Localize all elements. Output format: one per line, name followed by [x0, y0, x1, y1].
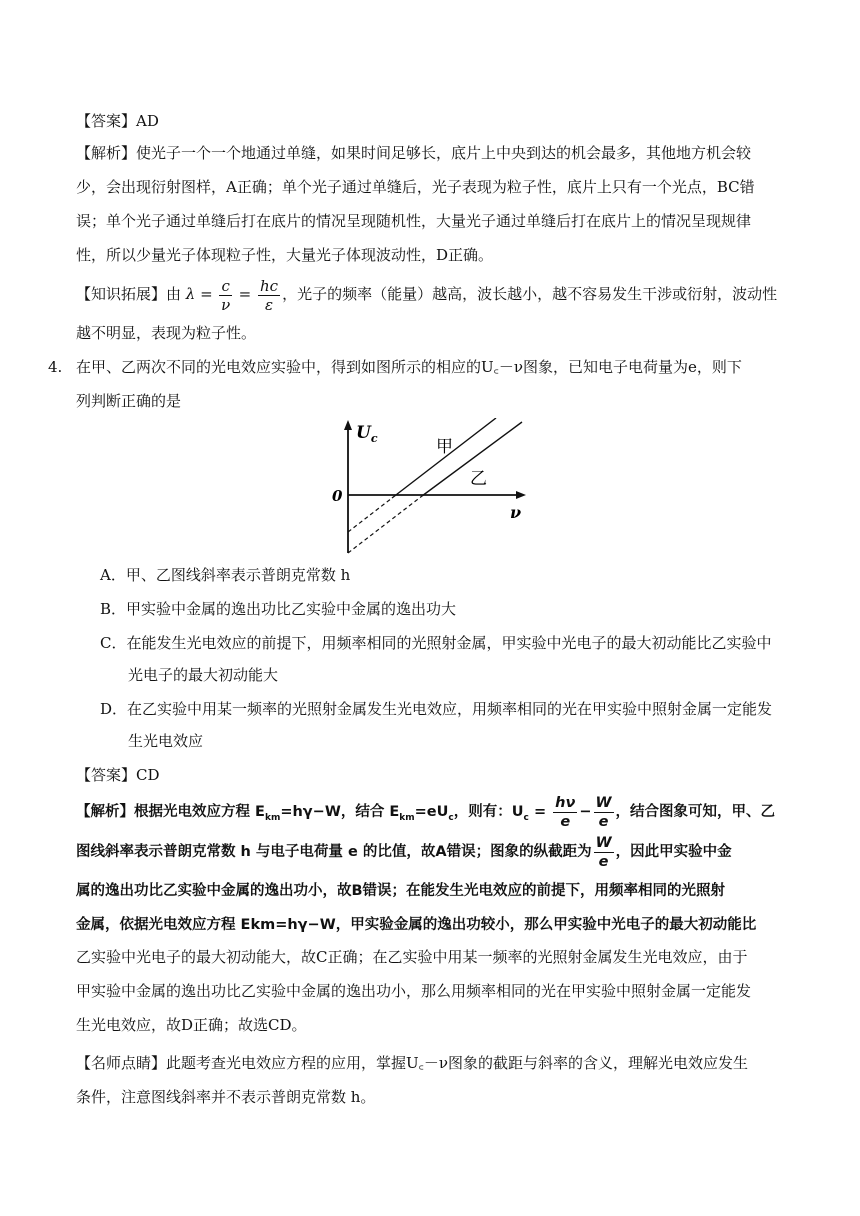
equals-sign-2: =	[238, 285, 252, 303]
question-number: 4.	[48, 358, 63, 376]
fraction-hv-over-e	[553, 794, 577, 831]
option-c-line-1: C．在能发生光电效应的前提下，用频率相同的光照射金属，甲实验中光电子的最大初动能比乙实验中	[100, 634, 772, 652]
y-axis-label: $U_c$	[356, 423, 378, 445]
answer-value: AD	[136, 112, 159, 130]
option-c-line-2: 光电子的最大初动能大	[128, 666, 279, 684]
lambda-symbol: λ	[185, 285, 196, 303]
uc-sub-2: c	[523, 812, 529, 823]
uc-sub-1: c	[448, 812, 454, 823]
line-yi-extension	[348, 496, 422, 553]
ekm-sub-2: km	[399, 812, 415, 823]
extension-label: 【知识拓展】由	[76, 285, 182, 303]
label-yi: 乙	[470, 469, 487, 489]
analysis-2-line-5: 乙实验中光电子的最大初动能大，故C正确；在乙实验中用某一频率的光照射金属发生光电效应，由于	[76, 948, 748, 966]
option-b: B．甲实验中金属的逸出功比乙实验中金属的逸出功大	[100, 600, 457, 618]
numerator-hv: hν	[555, 794, 576, 811]
denominator-e-2: e	[598, 813, 609, 830]
option-d-line-1: D．在乙实验中用某一频率的光照射金属发生光电效应，用频率相同的光在甲实验中照射金属一定能发	[100, 700, 773, 718]
extension-text: ，光子的频率（能量）越高，波长越小，越不容易发生干涉或衍射，波动性	[282, 285, 778, 303]
answer-label: 【答案】	[76, 112, 137, 130]
analysis-2-line-3: 属的逸出功比乙实验中金属的逸出功小，故B错误；在能发生光电效应的前提下，用频率相同的光照射	[76, 883, 726, 899]
analysis-1-line-2: 少，会出现衍射图样，A正确；单个光子通过单缝后，光子表现为粒子性，底片上只有一个光点，BC错	[76, 178, 755, 196]
analysis-2-seg-c: =hγ−W，结合 E	[280, 804, 400, 820]
equals-sign: =	[200, 285, 213, 303]
analysis-1-line-4: 性，所以少量光子体现粒子性，大量光子体现波动性，D正确。	[76, 246, 494, 264]
uc-nu-graph	[330, 418, 530, 558]
analysis-2-eq: =	[528, 804, 552, 820]
tip-line-2: 条件，注意图线斜率并不表示普朗克常数 h。	[76, 1088, 376, 1106]
analysis-2-line-7: 生光电效应，故D正确；故选CD。	[76, 1016, 307, 1034]
extension-line-1	[76, 274, 777, 314]
option-a: A．甲、乙图线斜率表示普朗克常数 h	[100, 566, 351, 584]
answer-line-2	[76, 764, 160, 786]
analysis-2-seg-e: =eU	[414, 804, 449, 820]
fraction-w-over-e-2	[594, 834, 614, 871]
origin-label: 0	[332, 487, 343, 505]
question-line-2: 列判断正确的是	[76, 392, 182, 410]
numerator-w-2: W	[595, 834, 612, 851]
analysis-2-line-4: 金属，依据光电效应方程 Ekm=hγ−W，甲实验金属的逸出功较小，那么甲实验中光电子的最大初动能比	[76, 917, 757, 933]
analysis-2-line-6: 甲实验中金属的逸出功比乙实验中金属的逸出功小，那么用频率相同的光在甲实验中照射金属一定能发	[76, 982, 752, 1000]
numerator-hc: hc	[260, 276, 279, 295]
analysis-2-line-2a: 图线斜率表示普朗克常数 h 与电子电荷量 e 的比值，故A错误；图象的纵截距为	[76, 844, 592, 860]
tip-line-1: 【名师点睛】此题考查光电效应方程的应用，掌握U꜀－ν图象的截距与斜率的含义，理解光电效应发生	[76, 1054, 748, 1072]
analysis-2-seg-j: ，结合图象可知，甲、乙	[615, 804, 775, 820]
analysis-2-seg-g: ，则有：U	[453, 804, 524, 820]
y-axis-arrow	[344, 420, 352, 430]
option-d-line-2: 生光电效应	[128, 732, 204, 750]
answer-label-2: 【答案】	[76, 766, 137, 784]
ekm-sub-1: km	[264, 812, 281, 823]
fraction-hc-over-eps	[258, 277, 280, 314]
analysis-2-line-2	[76, 832, 732, 872]
analysis-2-line-1	[76, 792, 775, 838]
question-line-1: 在甲、乙两次不同的光电效应实验中，得到如图所示的相应的U꜀－ν图象，已知电子电荷量为e，则下	[76, 358, 742, 376]
fraction-c-over-nu	[219, 277, 231, 314]
denominator-e-1: e	[560, 813, 571, 830]
analysis-2-seg-a: 【解析】根据光电效应方程 E	[76, 804, 265, 820]
analysis-1-line-3: 误；单个光子通过单缝后打在底片的情况呈现随机性，大量光子通过单缝后打在底片上的情况呈现规律	[76, 212, 752, 230]
denominator-e-3: e	[598, 853, 609, 870]
numerator-c: c	[221, 276, 230, 295]
analysis-1-line-1: 【解析】使光子一个一个地通过单缝，如果时间足够长，底片上中央到达的机会最多，其他地方机会较	[76, 144, 752, 162]
extension-line-2: 越不明显，表现为粒子性。	[76, 324, 257, 342]
label-jia: 甲	[436, 437, 453, 457]
numerator-w: W	[595, 794, 612, 811]
x-axis-label: ν	[510, 503, 522, 522]
minus-sign: −	[579, 804, 592, 820]
denominator-nu: ν	[221, 295, 231, 314]
answer-line-1	[76, 110, 159, 132]
line-jia-extension	[348, 498, 392, 532]
fraction-w-over-e	[594, 794, 614, 831]
denominator-eps: ε	[265, 295, 274, 314]
x-axis-arrow	[516, 491, 526, 499]
analysis-2-line-2b: ，因此甲实验中金	[615, 844, 732, 860]
answer-value-2: CD	[136, 766, 160, 784]
